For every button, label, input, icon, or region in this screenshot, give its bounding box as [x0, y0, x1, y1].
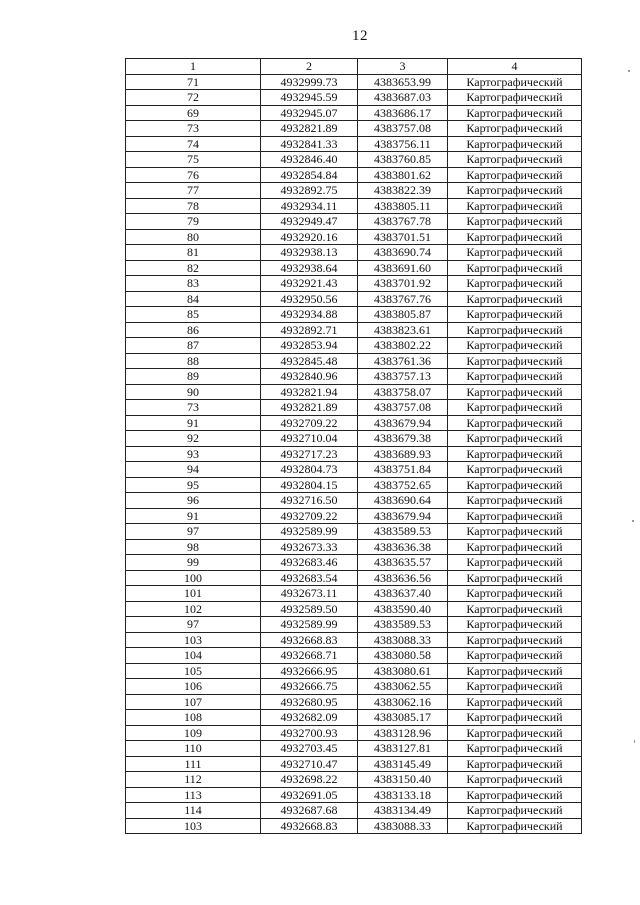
cell-point-number: 111 [126, 756, 261, 772]
table-row [126, 322, 582, 338]
cell-x-coordinate: 4932709.22 [261, 508, 358, 524]
table-header-row [126, 59, 582, 75]
cell-y-coordinate: 4383679.94 [358, 508, 448, 524]
cell-method: Картографический [448, 477, 582, 493]
column-header-y-coordinate: 3 [358, 59, 448, 75]
cell-x-coordinate: 4932700.93 [261, 725, 358, 741]
cell-x-coordinate: 4932668.71 [261, 648, 358, 664]
cell-point-number: 97 [126, 524, 261, 540]
cell-x-coordinate: 4932840.96 [261, 369, 358, 385]
cell-point-number: 97 [126, 617, 261, 633]
table-row [126, 90, 582, 106]
cell-y-coordinate: 4383679.94 [358, 415, 448, 431]
cell-x-coordinate: 4932945.07 [261, 105, 358, 121]
cell-point-number: 75 [126, 152, 261, 168]
cell-method: Картографический [448, 787, 582, 803]
cell-point-number: 103 [126, 632, 261, 648]
cell-y-coordinate: 4383757.08 [358, 121, 448, 137]
table-row [126, 105, 582, 121]
cell-x-coordinate: 4932853.94 [261, 338, 358, 354]
cell-y-coordinate: 4383751.84 [358, 462, 448, 478]
cell-y-coordinate: 4383589.53 [358, 617, 448, 633]
cell-method: Картографический [448, 446, 582, 462]
cell-x-coordinate: 4932710.04 [261, 431, 358, 447]
cell-y-coordinate: 4383590.40 [358, 601, 448, 617]
cell-method: Картографический [448, 307, 582, 323]
cell-x-coordinate: 4932698.22 [261, 772, 358, 788]
table-row [126, 679, 582, 695]
table-row [126, 787, 582, 803]
cell-method: Картографический [448, 214, 582, 230]
table-row [126, 152, 582, 168]
cell-x-coordinate: 4932804.15 [261, 477, 358, 493]
cell-x-coordinate: 4932716.50 [261, 493, 358, 509]
cell-x-coordinate: 4932892.75 [261, 183, 358, 199]
cell-point-number: 94 [126, 462, 261, 478]
cell-method: Картографический [448, 803, 582, 819]
cell-y-coordinate: 4383687.03 [358, 90, 448, 106]
cell-x-coordinate: 4932921.43 [261, 276, 358, 292]
cell-point-number: 96 [126, 493, 261, 509]
column-header-x-coordinate: 2 [261, 59, 358, 75]
cell-method: Картографический [448, 384, 582, 400]
cell-x-coordinate: 4932804.73 [261, 462, 358, 478]
cell-method: Картографический [448, 648, 582, 664]
cell-y-coordinate: 4383635.57 [358, 555, 448, 571]
cell-y-coordinate: 4383679.38 [358, 431, 448, 447]
table-row [126, 291, 582, 307]
cell-method: Картографический [448, 679, 582, 695]
cell-point-number: 74 [126, 136, 261, 152]
table-row [126, 710, 582, 726]
cell-point-number: 110 [126, 741, 261, 757]
cell-point-number: 108 [126, 710, 261, 726]
cell-x-coordinate: 4932589.99 [261, 617, 358, 633]
cell-method: Картографический [448, 508, 582, 524]
table-row [126, 772, 582, 788]
cell-y-coordinate: 4383689.93 [358, 446, 448, 462]
cell-method: Картографический [448, 276, 582, 292]
cell-point-number: 98 [126, 539, 261, 555]
cell-y-coordinate: 4383062.16 [358, 694, 448, 710]
cell-x-coordinate: 4932666.75 [261, 679, 358, 695]
table-row [126, 508, 582, 524]
cell-point-number: 80 [126, 229, 261, 245]
cell-y-coordinate: 4383128.96 [358, 725, 448, 741]
cell-x-coordinate: 4932821.89 [261, 400, 358, 416]
cell-x-coordinate: 4932854.84 [261, 167, 358, 183]
table-row [126, 167, 582, 183]
cell-x-coordinate: 4932673.33 [261, 539, 358, 555]
cell-x-coordinate: 4932934.11 [261, 198, 358, 214]
cell-point-number: 71 [126, 74, 261, 90]
cell-point-number: 112 [126, 772, 261, 788]
cell-method: Картографический [448, 462, 582, 478]
cell-method: Картографический [448, 74, 582, 90]
cell-point-number: 103 [126, 818, 261, 834]
cell-method: Картографический [448, 431, 582, 447]
table-row [126, 493, 582, 509]
cell-method: Картографический [448, 539, 582, 555]
cell-y-coordinate: 4383127.81 [358, 741, 448, 757]
table-row [126, 276, 582, 292]
cell-x-coordinate: 4932949.47 [261, 214, 358, 230]
cell-y-coordinate: 4383805.87 [358, 307, 448, 323]
cell-method: Картографический [448, 245, 582, 261]
cell-y-coordinate: 4383062.55 [358, 679, 448, 695]
cell-method: Картографический [448, 121, 582, 137]
cell-method: Картографический [448, 322, 582, 338]
cell-point-number: 73 [126, 400, 261, 416]
cell-x-coordinate: 4932920.16 [261, 229, 358, 245]
table-row [126, 400, 582, 416]
cell-method: Картографический [448, 167, 582, 183]
cell-x-coordinate: 4932717.23 [261, 446, 358, 462]
cell-y-coordinate: 4383690.74 [358, 245, 448, 261]
cell-point-number: 82 [126, 260, 261, 276]
cell-method: Картографический [448, 710, 582, 726]
cell-x-coordinate: 4932950.56 [261, 291, 358, 307]
cell-method: Картографический [448, 291, 582, 307]
cell-x-coordinate: 4932821.94 [261, 384, 358, 400]
cell-method: Картографический [448, 338, 582, 354]
table-row [126, 818, 582, 834]
cell-method: Картографический [448, 524, 582, 540]
cell-point-number: 78 [126, 198, 261, 214]
table-row [126, 229, 582, 245]
table-row [126, 260, 582, 276]
cell-x-coordinate: 4932841.33 [261, 136, 358, 152]
cell-method: Картографический [448, 663, 582, 679]
cell-point-number: 72 [126, 90, 261, 106]
cell-x-coordinate: 4932687.68 [261, 803, 358, 819]
cell-y-coordinate: 4383802.22 [358, 338, 448, 354]
cell-x-coordinate: 4932938.64 [261, 260, 358, 276]
table-row [126, 570, 582, 586]
cell-x-coordinate: 4932934.88 [261, 307, 358, 323]
cell-y-coordinate: 4383686.17 [358, 105, 448, 121]
cell-method: Картографический [448, 772, 582, 788]
table-row [126, 741, 582, 757]
cell-y-coordinate: 4383653.99 [358, 74, 448, 90]
cell-method: Картографический [448, 756, 582, 772]
table-row [126, 136, 582, 152]
table-row [126, 121, 582, 137]
cell-point-number: 73 [126, 121, 261, 137]
table-row [126, 462, 582, 478]
cell-point-number: 114 [126, 803, 261, 819]
table-row [126, 725, 582, 741]
scan-speck [632, 520, 634, 522]
cell-y-coordinate: 4383080.58 [358, 648, 448, 664]
cell-y-coordinate: 4383150.40 [358, 772, 448, 788]
cell-point-number: 90 [126, 384, 261, 400]
cell-point-number: 101 [126, 586, 261, 602]
cell-method: Картографический [448, 90, 582, 106]
cell-y-coordinate: 4383757.13 [358, 369, 448, 385]
cell-point-number: 84 [126, 291, 261, 307]
cell-x-coordinate: 4932668.83 [261, 632, 358, 648]
cell-point-number: 113 [126, 787, 261, 803]
table-row [126, 446, 582, 462]
table-row [126, 524, 582, 540]
cell-method: Картографический [448, 818, 582, 834]
cell-y-coordinate: 4383758.07 [358, 384, 448, 400]
cell-method: Картографический [448, 586, 582, 602]
table-row [126, 245, 582, 261]
cell-method: Картографический [448, 632, 582, 648]
cell-point-number: 100 [126, 570, 261, 586]
cell-point-number: 91 [126, 508, 261, 524]
cell-method: Картографический [448, 229, 582, 245]
cell-x-coordinate: 4932680.95 [261, 694, 358, 710]
cell-method: Картографический [448, 617, 582, 633]
table-row [126, 632, 582, 648]
table-row [126, 353, 582, 369]
table-row [126, 617, 582, 633]
cell-method: Картографический [448, 105, 582, 121]
cell-x-coordinate: 4932683.46 [261, 555, 358, 571]
cell-method: Картографический [448, 493, 582, 509]
page-number: 12 [352, 28, 368, 44]
cell-y-coordinate: 4383805.11 [358, 198, 448, 214]
scan-speck [628, 70, 630, 72]
cell-method: Картографический [448, 353, 582, 369]
cell-y-coordinate: 4383760.85 [358, 152, 448, 168]
cell-y-coordinate: 4383701.92 [358, 276, 448, 292]
cell-point-number: 86 [126, 322, 261, 338]
table-row [126, 477, 582, 493]
cell-method: Картографический [448, 400, 582, 416]
cell-point-number: 102 [126, 601, 261, 617]
table-row [126, 601, 582, 617]
cell-point-number: 77 [126, 183, 261, 199]
coordinates-table [125, 58, 582, 834]
cell-x-coordinate: 4932666.95 [261, 663, 358, 679]
cell-y-coordinate: 4383690.64 [358, 493, 448, 509]
cell-y-coordinate: 4383767.78 [358, 214, 448, 230]
cell-y-coordinate: 4383085.17 [358, 710, 448, 726]
cell-method: Картографический [448, 725, 582, 741]
cell-x-coordinate: 4932703.45 [261, 741, 358, 757]
cell-method: Картографический [448, 369, 582, 385]
cell-point-number: 95 [126, 477, 261, 493]
cell-point-number: 79 [126, 214, 261, 230]
table-row [126, 803, 582, 819]
table-row [126, 369, 582, 385]
cell-x-coordinate: 4932709.22 [261, 415, 358, 431]
cell-y-coordinate: 4383589.53 [358, 524, 448, 540]
cell-x-coordinate: 4932682.09 [261, 710, 358, 726]
cell-x-coordinate: 4932668.83 [261, 818, 358, 834]
cell-point-number: 109 [126, 725, 261, 741]
cell-method: Картографический [448, 570, 582, 586]
cell-point-number: 104 [126, 648, 261, 664]
cell-y-coordinate: 4383088.33 [358, 632, 448, 648]
table-row [126, 756, 582, 772]
table-row [126, 663, 582, 679]
cell-method: Картографический [448, 694, 582, 710]
cell-x-coordinate: 4932999.73 [261, 74, 358, 90]
cell-x-coordinate: 4932589.50 [261, 601, 358, 617]
table-row [126, 555, 582, 571]
cell-x-coordinate: 4932892.71 [261, 322, 358, 338]
cell-method: Картографический [448, 601, 582, 617]
cell-x-coordinate: 4932710.47 [261, 756, 358, 772]
table-row [126, 415, 582, 431]
scan-speck [634, 740, 635, 743]
cell-point-number: 81 [126, 245, 261, 261]
cell-point-number: 88 [126, 353, 261, 369]
cell-method: Картографический [448, 415, 582, 431]
column-header-method: 4 [448, 59, 582, 75]
cell-method: Картографический [448, 183, 582, 199]
cell-x-coordinate: 4932938.13 [261, 245, 358, 261]
table-row [126, 307, 582, 323]
cell-x-coordinate: 4932673.11 [261, 586, 358, 602]
cell-x-coordinate: 4932846.40 [261, 152, 358, 168]
cell-x-coordinate: 4932589.99 [261, 524, 358, 540]
cell-point-number: 85 [126, 307, 261, 323]
cell-x-coordinate: 4932691.05 [261, 787, 358, 803]
cell-point-number: 105 [126, 663, 261, 679]
table-row [126, 183, 582, 199]
cell-y-coordinate: 4383757.08 [358, 400, 448, 416]
column-header-point-number: 1 [126, 59, 261, 75]
table-row [126, 74, 582, 90]
table-row [126, 586, 582, 602]
cell-point-number: 87 [126, 338, 261, 354]
cell-x-coordinate: 4932683.54 [261, 570, 358, 586]
cell-y-coordinate: 4383134.49 [358, 803, 448, 819]
cell-y-coordinate: 4383636.56 [358, 570, 448, 586]
cell-y-coordinate: 4383756.11 [358, 136, 448, 152]
cell-y-coordinate: 4383080.61 [358, 663, 448, 679]
cell-x-coordinate: 4932945.59 [261, 90, 358, 106]
cell-method: Картографический [448, 555, 582, 571]
table-row [126, 214, 582, 230]
cell-point-number: 99 [126, 555, 261, 571]
cell-y-coordinate: 4383823.61 [358, 322, 448, 338]
cell-point-number: 106 [126, 679, 261, 695]
cell-x-coordinate: 4932821.89 [261, 121, 358, 137]
table-row [126, 384, 582, 400]
cell-y-coordinate: 4383801.62 [358, 167, 448, 183]
cell-y-coordinate: 4383822.39 [358, 183, 448, 199]
cell-x-coordinate: 4932845.48 [261, 353, 358, 369]
table-row [126, 431, 582, 447]
cell-y-coordinate: 4383701.51 [358, 229, 448, 245]
cell-method: Картографический [448, 198, 582, 214]
cell-y-coordinate: 4383088.33 [358, 818, 448, 834]
cell-y-coordinate: 4383761.36 [358, 353, 448, 369]
cell-method: Картографический [448, 741, 582, 757]
cell-method: Картографический [448, 136, 582, 152]
table-row [126, 694, 582, 710]
cell-y-coordinate: 4383752.65 [358, 477, 448, 493]
cell-y-coordinate: 4383637.40 [358, 586, 448, 602]
cell-y-coordinate: 4383767.76 [358, 291, 448, 307]
cell-point-number: 69 [126, 105, 261, 121]
table-row [126, 648, 582, 664]
table-body [126, 74, 582, 834]
cell-y-coordinate: 4383691.60 [358, 260, 448, 276]
cell-method: Картографический [448, 260, 582, 276]
cell-point-number: 93 [126, 446, 261, 462]
table-row [126, 198, 582, 214]
cell-point-number: 107 [126, 694, 261, 710]
cell-y-coordinate: 4383145.49 [358, 756, 448, 772]
cell-point-number: 92 [126, 431, 261, 447]
cell-point-number: 83 [126, 276, 261, 292]
cell-y-coordinate: 4383133.18 [358, 787, 448, 803]
cell-point-number: 89 [126, 369, 261, 385]
table-row [126, 338, 582, 354]
cell-method: Картографический [448, 152, 582, 168]
cell-point-number: 76 [126, 167, 261, 183]
cell-point-number: 91 [126, 415, 261, 431]
table-row [126, 539, 582, 555]
cell-y-coordinate: 4383636.38 [358, 539, 448, 555]
